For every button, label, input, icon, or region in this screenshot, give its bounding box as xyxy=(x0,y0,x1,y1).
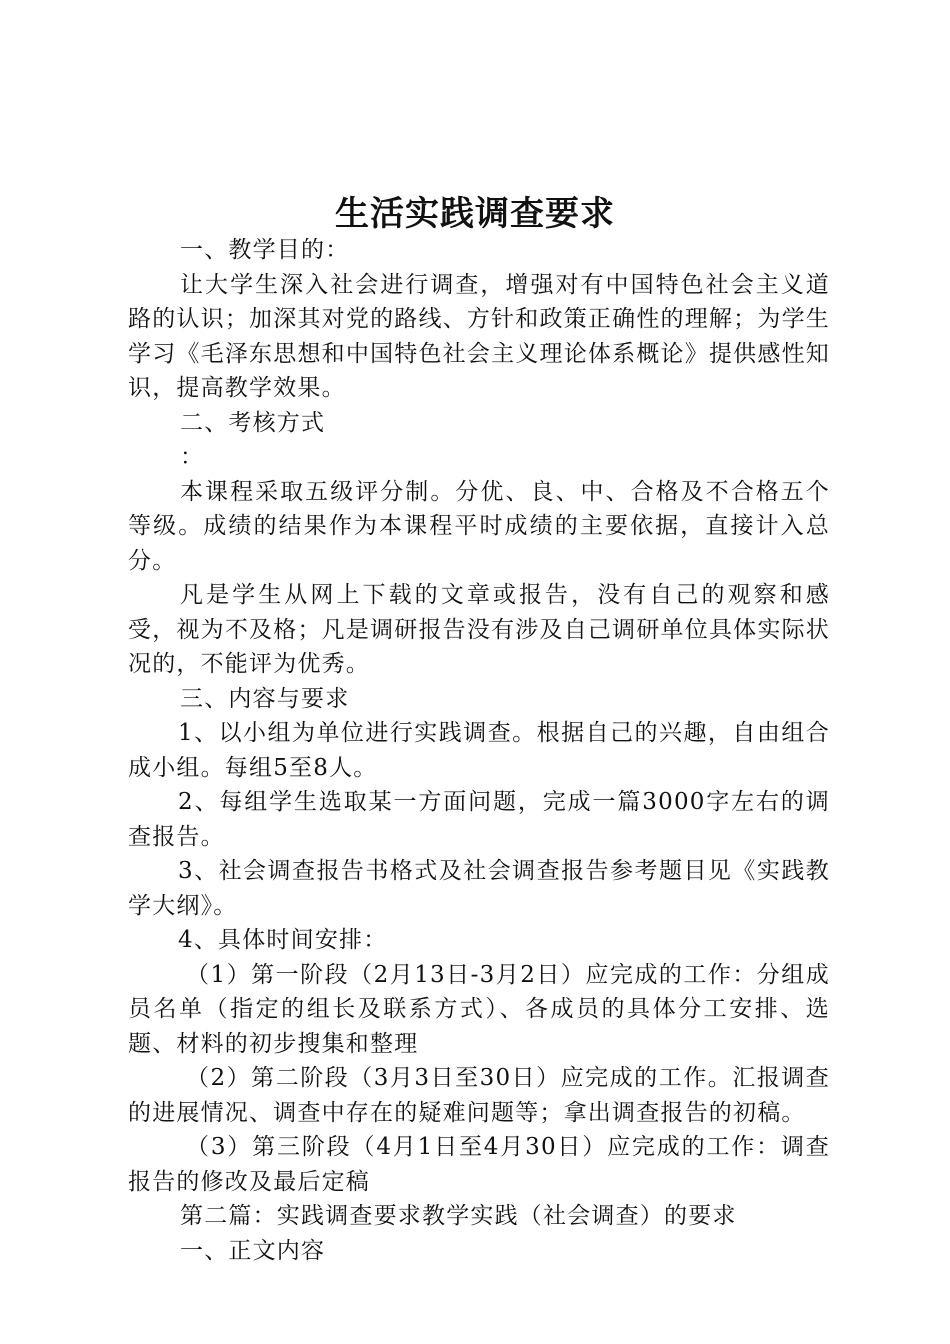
list-item-3: 3、社会调查报告书格式及社会调查报告参考题目见《实践教学大纲》。 xyxy=(128,858,830,919)
document-title: 生活实践调查要求 xyxy=(335,194,615,234)
section-heading-main-text: 一、正文内容 xyxy=(180,1237,326,1264)
paragraph-purpose: 让大学生深入社会进行调查，增强对有中国特色社会主义道路的认识；加深其对党的路线、方针和政策正确性的理解；为学生学习《毛泽东思想和中国特色社会主义理论体系概论》提供感性知识，提高教学效果。 xyxy=(128,271,830,401)
schedule-stage-2: （2）第二阶段（3月3日至30日）应完成的工作。汇报调查的进展情况、调查中存在的疑难问题等；拿出调查报告的初稿。 xyxy=(128,1065,830,1126)
section-heading-assessment: 二、考核方式 xyxy=(180,409,326,436)
document-body xyxy=(128,233,830,1268)
part-two-heading: 第二篇：实践调查要求教学实践（社会调查）的要求 xyxy=(180,1203,737,1229)
section-heading-purpose: 一、教学目的： xyxy=(180,237,350,263)
paragraph-plagiarism: 凡是学生从网上下载的文章或报告，没有自己的观察和感受，视为不及格；凡是调研报告没有涉及自己调研单位具体实际状况的，不能评为优秀。 xyxy=(128,582,830,677)
schedule-stage-1: （1）第一阶段（2月13日-3月2日）应完成的工作：分组成员名单（指定的组长及联系方式）、各成员的具体分工安排、选题、材料的初步搜集和整理 xyxy=(128,961,830,1057)
schedule-stage-3: （3）第三阶段（4月1日至4月30日）应完成的工作：调查报告的修改及最后定稿 xyxy=(128,1134,830,1195)
section-heading-content: 三、内容与要求 xyxy=(180,685,350,712)
list-item-1: 1、以小组为单位进行实践调查。根据自己的兴趣，自由组合成小组。每组5至8人。 xyxy=(128,720,830,781)
paragraph-colon: ： xyxy=(180,444,205,470)
paragraph-grading: 本课程采取五级评分制。分优、良、中、合格及不合格五个等级。成绩的结果作为本课程平时成绩的主要依据，直接计入总分。 xyxy=(128,478,830,574)
list-item-2: 2、每组学生选取某一方面问题，完成一篇3000字左右的调查报告。 xyxy=(128,789,830,850)
list-item-4: 4、具体时间安排： xyxy=(178,927,388,953)
